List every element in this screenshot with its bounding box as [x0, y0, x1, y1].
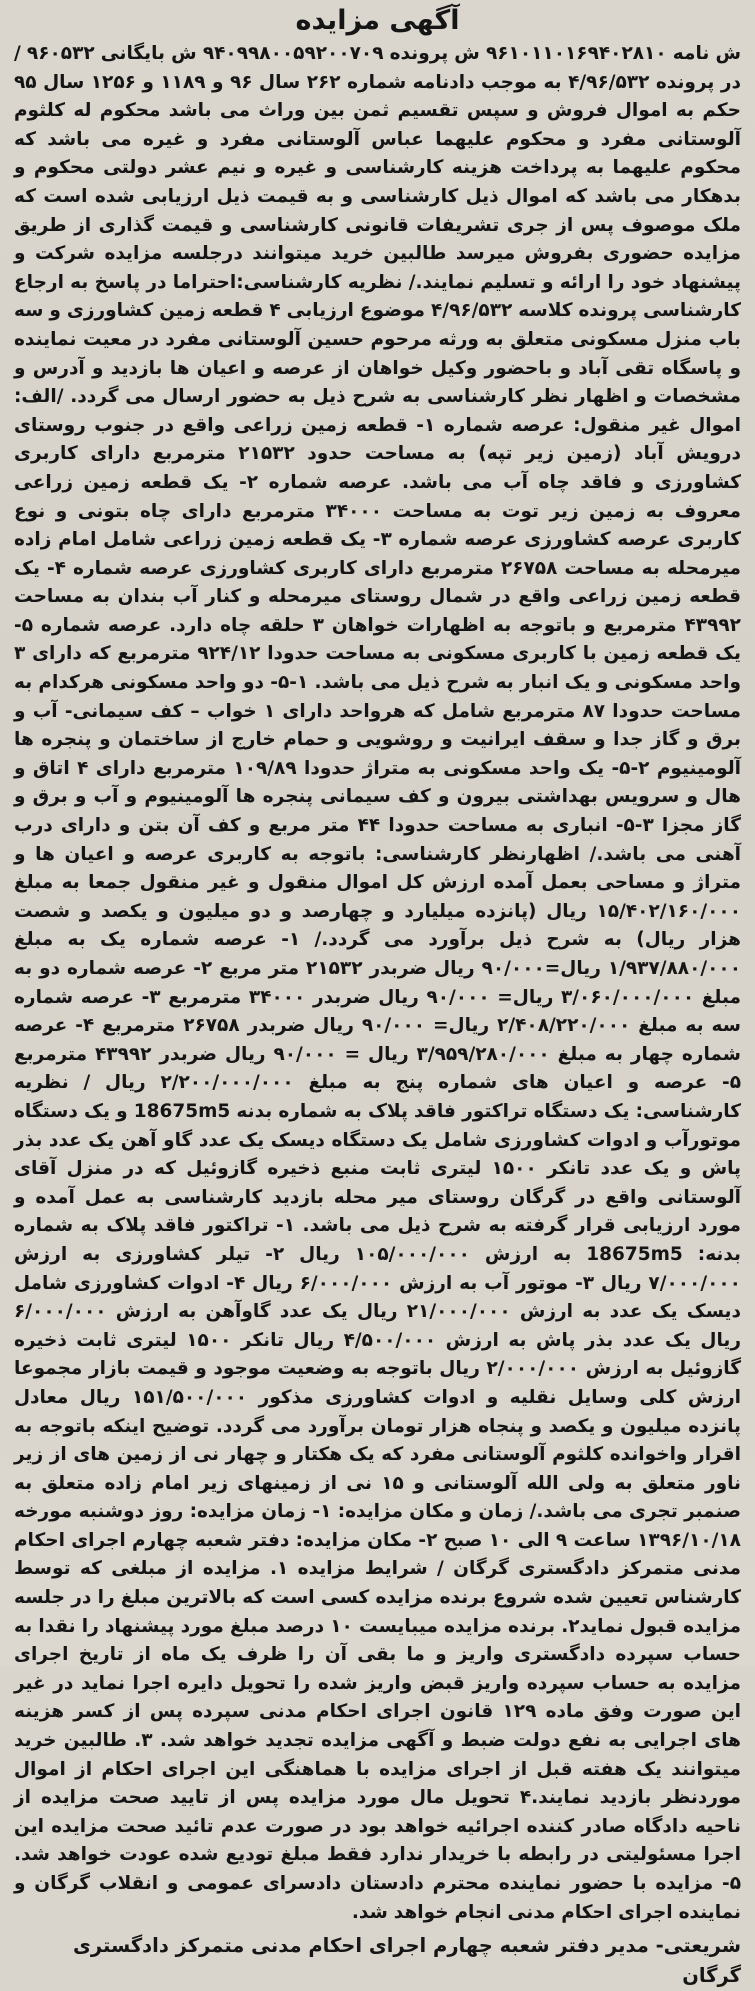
notice-signature: شریعتی- مدیر دفتر شعبه چهارم اجرای احکام مدنی متمرکز دادگستری گرگان	[73, 1934, 741, 1988]
notice-title: آگهی مزایده	[295, 5, 460, 36]
notice-body: ش نامه ۹۶۱۰۱۱۰۱۶۹۴۰۲۸۱۰ ش پرونده ۹۴۰۹۹۸۰۰۵۹۲۰۰۷۰۹ ش بایگانی ۹۶۰۵۳۲ / در پرونده ۴/۹۶/۵۳۲ به موجب دادنامه شماره ۲۶۲ سال ۹۶ و ۱۱۸۹ و ۱۲۵۶ سال ۹۵ حکم به اموال فروش و سپس تقسیم ثمن بین وراث می باشد محکوم له کلثوم آلوستانی مفرد و محکوم علیهما عباس آلوستانی مفرد و غیره می باشد که محکوم علیهما به پرداخت هزینه کارشناسی و غیره و نیم عشر دولتی محکوم و بدهکار می باشد که اموال ذیل کارشناسی و به قیمت ذیل ارزیابی شده است که ملک موصوف پس از جری تشریفات قانونی کارشناسی و قیمت گذاری از طریق مزایده حضوری بفروش میرسد طالبین خرید میتوانند درجلسه مزایده شرکت و پیشنهاد خود را ارائه و تسلیم نمایند./ نظریه کارشناسی:احتراما در پاسخ به ارجاع کارشناسی پرونده کلاسه ۴/۹۶/۵۳۲ موضوع ارزیابی ۴ قطعه زمین کشاورزی و سه باب منزل مسکونی متعلق به ورثه مرحوم حسین آلوستانی مفرد در معیت نماینده و پاسگاه تقی آباد و باحضور وکیل خواهان از عرصه و اعیان ها بازدید و آدرس و مشخصات و اظهار نظر کارشناسی به شرح ذیل به حضور ارسال می گردد. /الف: اموال غیر منقول: عرصه شماره ۱- قطعه زمین زراعی واقع در جنوب روستای درویش آباد (زمین زیر تپه) به مساحت حدود ۲۱۵۳۲ مترمربع دارای کاربری کشاورزی و فاقد چاه آب می باشد. عرصه شماره ۲- یک قطعه زمین زراعی معروف به زمین زیر توت به مساحت ۳۴۰۰۰ مترمربع دارای چاه بتونی و نوع کاربری عرصه کشاورزی عرصه شماره ۳- یک قطعه زمین زراعی شامل امام زاده میرمحله به مساحت ۲۶۷۵۸ مترمربع دارای کاربری کشاورزی عرصه شماره ۴- یک قطعه زمین زراعی واقع در شمال روستای میرمحله و کنار آب بندان به مساحت ۴۳۹۹۲ مترمربع و باتوجه به اظهارات خواهان ۳ حلقه چاه دارد. عرصه شماره ۵- یک قطعه زمین با کاربری مسکونی به مساحت حدودا ۹۲۴/۱۲ مترمربع که دارای ۳ واحد مسکونی و یک انبار به شرح ذیل می باشد. ۱-۵- دو واحد مسکونی هرکدام به مساحت حدودا ۸۷ مترمربع شامل که هرواحد دارای ۱ خواب – کف سیمانی- آب و برق و گاز جدا و سقف ایرانیت و روشویی و حمام خارج از ساختمان و پنجره ها آلومینیوم ۲-۵- یک واحد مسکونی به متراژ حدودا ۱۰۹/۸۹ مترمربع دارای ۴ اتاق و هال و سرویس بهداشتی بیرون و کف سیمانی پنجره ها آلومینیوم و آب و برق و گاز مجزا ۳-۵- انباری به مساحت حدودا ۴۴ متر مربع و کف آن بتن و دارای درب آهنی می باشد./ اظهارنظر کارشناسی: باتوجه به کاربری عرصه و اعیان ها و متراژ و مساحی بعمل آمده ارزش کل اموال منقول و غیر منقول جمعا به مبلغ ۱۵/۴۰۲/۱۶۰/۰۰۰ ریال (پانزده میلیارد و چهارصد و دو میلیون و یکصد و شصت هزار ریال) به شرح ذیل برآورد می گردد./ ۱- عرصه شماره یک به مبلغ ۱/۹۳۷/۸۸۰/۰۰۰ ریال=۹۰/۰۰۰ ریال ضربدر ۲۱۵۳۲ متر مربع ۲- عرصه شماره دو به مبلغ ۳/۰۶۰/۰۰۰/۰۰۰ ریال= ۹۰/۰۰۰ ریال ضربدر ۳۴۰۰۰ مترمربع ۳- عرصه شماره سه به مبلغ ۲/۴۰۸/۲۲۰/۰۰۰ ریال= ۹۰/۰۰۰ ریال ضربدر ۲۶۷۵۸ مترمربع ۴- عرصه شماره چهار به مبلغ ۳/۹۵۹/۲۸۰/۰۰۰ ریال = ۹۰/۰۰۰ ریال ضربدر ۴۳۹۹۲ مترمربع ۵- عرصه و اعیان های شماره پنج به مبلغ ۲/۲۰۰/۰۰۰/۰۰۰ ریال / نظریه کارشناسی: یک دستگاه تراکتور فاقد پلاک به شماره بدنه 18675m5 و یک دستگاه موتورآب و ادوات کشاورزی شامل یک دستگاه دیسک یک عدد گاو آهن یک عدد بذر پاش و یک عدد تانکر ۱۵۰۰ لیتری ثابت منبع ذخیره گازوئیل که در منزل آقای آلوستانی واقع در گرگان روستای میر محله بازدید کارشناسی به عمل آمده و مورد ارزیابی قرار گرفته به شرح ذیل می باشد. ۱- تراکتور فاقد پلاک به شماره بدنه: 18675m5 به ارزش ۱۰۵/۰۰۰/۰۰۰ ریال ۲- تیلر کشاورزی به ارزش ۷/۰۰۰/۰۰۰ ریال ۳- موتور آب به ارزش ۶/۰۰۰/۰۰۰ ریال ۴- ادوات کشاورزی شامل دیسک یک عدد به ارزش ۲۱/۰۰۰/۰۰۰ ریال یک عدد گاوآهن به ارزش ۶/۰۰۰/۰۰۰ ریال یک عدد بذر پاش به ارزش ۴/۵۰۰/۰۰۰ ریال تانکر ۱۵۰۰ لیتری ثابت ذخیره گازوئیل به ارزش ۲/۰۰۰/۰۰۰ ریال باتوجه به وضعیت موجود و قیمت بازار مجموعا ارزش کلی وسایل نقلیه و ادوات کشاورزی مذکور ۱۵۱/۵۰۰/۰۰۰ ریال معادل پانزده میلیون و یکصد و پنجاه هزار تومان برآورد می گردد. توضیح اینکه باتوجه به اقرار واخوانده کلثوم آلوستانی مفرد که یک هکتار و چهار نی از زمین های از زیر ناور متعلق به ولی الله آلوستانی و ۱۵ نی از زمینهای زیر امام زاده متعلق به صنمبر تجری می باشد./ زمان و مکان مزایده: ۱- زمان مزایده: روز دوشنبه مورخه ۱۳۹۶/۱۰/۱۸ ساعت ۹ الی ۱۰ صبح ۲- مکان مزایده: دفتر شعبه چهارم اجرای احکام مدنی متمرکز دادگستری گرگان / شرایط مزایده ۱. مزایده از مبلغی که توسط کارشناس تعیین شده شروع برنده مزایده کسی است که بالاترین مبلغ را در جلسه مزایده قبول نماید۲. برنده مزایده میبایست ۱۰ درصد مبلغ مورد پیشنهاد را نقدا به حساب سپرده دادگستری واریز و ما بقی آن را ظرف یک ماه از تاریخ اجرای مزایده به حساب سپرده واریز قبض واریز شده را تحویل دایره اجرا نماید در غیر این صورت وفق ماده ۱۲۹ قانون اجرای احکام مدنی سپرده پس از کسر هزینه های اجرایی به نفع دولت ضبط و آگهی مزایده تجدید خواهد شد. ۳. طالبین خرید میتوانند یک هفته قبل از اجرای مزایده با هماهنگی این اجرای احکام از اموال موردنظر بازدید نمایند.۴ تحویل مال مورد مزایده پس از تایید صحت مزایده از ناحیه دادگاه صادر کننده اجرائیه خواهد بود در صورت عدم تائید صحت مزایده این اجرا مسئولیتی در رابطه با خریدار ندارد فقط مبلغ تودیع شده عودت خواهد شد. ۵- مزایده با حضور نماینده محترم دادستان دادسرای عمومی و انقلاب گرگان و نماینده اجرای احکام مدنی انجام خواهد شد.	[14, 43, 742, 1923]
